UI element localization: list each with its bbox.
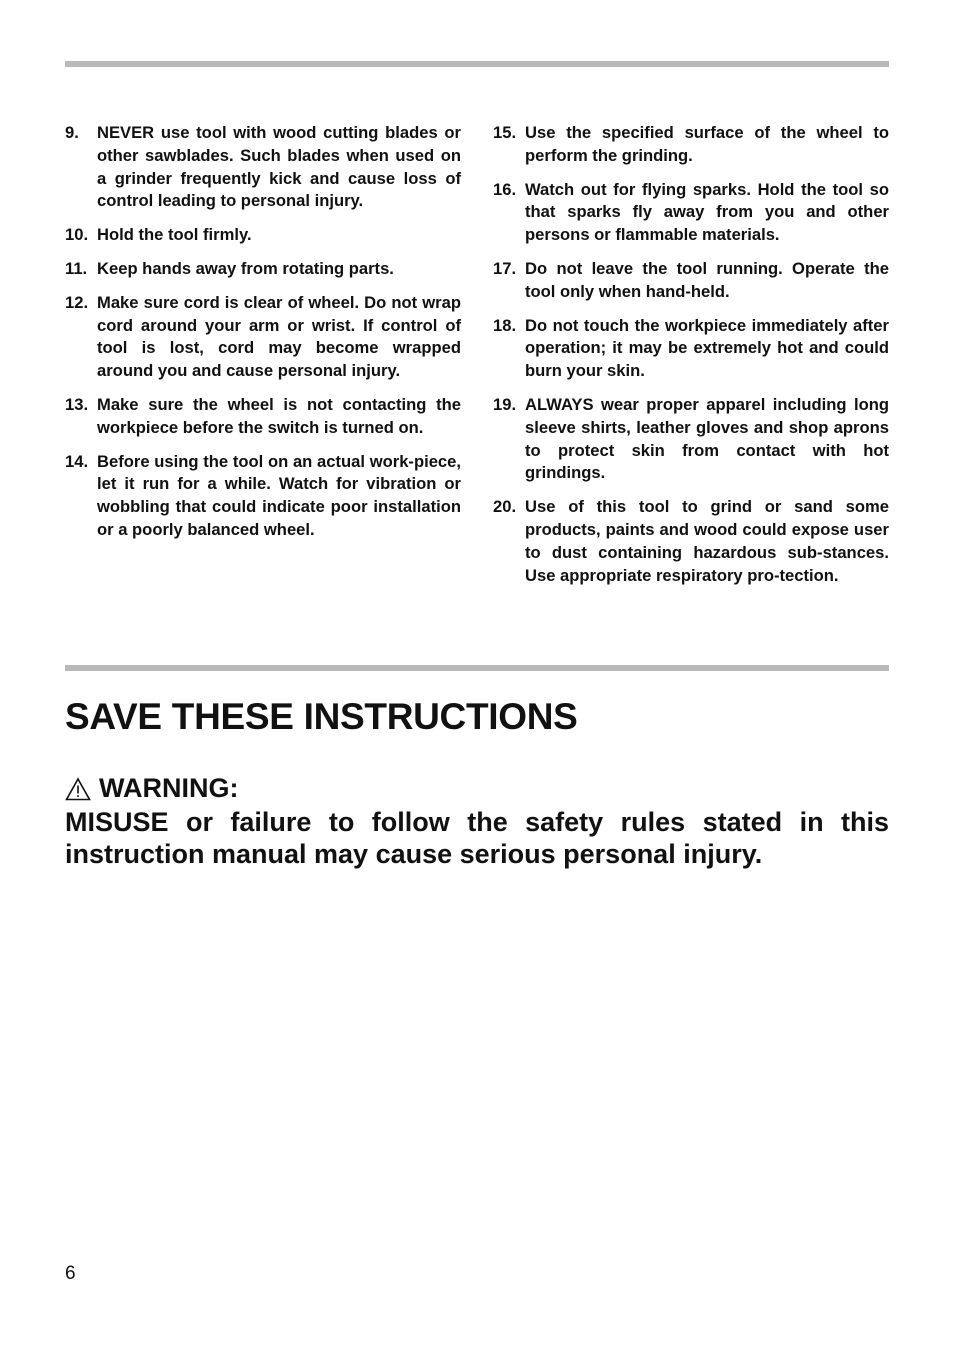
list-item [493, 258, 889, 304]
list-item [493, 179, 889, 247]
item-number: 16. [493, 179, 517, 199]
item-number: 12. [65, 292, 89, 312]
item-text: Make sure cord is clear of wheel. Do not wrap cord around your arm or wrist. If control of tool is lost, cord may become wrapped around you and cause personal injury. [97, 292, 461, 381]
list-item [493, 394, 889, 485]
item-text: ALWAYS wear proper apparel including long sleeve shirts, leather gloves and shop aprons to protect skin from contact with hot grindings. [525, 394, 889, 483]
item-text: Keep hands away from rotating parts. [97, 258, 394, 278]
item-text: Do not leave the tool running. Operate the tool only when hand-held. [525, 258, 889, 301]
item-number: 13. [65, 394, 89, 414]
item-number: 20. [493, 497, 517, 517]
item-text: NEVER use tool with wood cutting blades or other sawblades. Such blades when used on a grinder frequently kick and cause loss of control leading to personal injury. [97, 123, 461, 211]
list-item [65, 394, 461, 440]
save-instructions-heading: SAVE THESE INSTRUCTIONS [65, 696, 578, 737]
list-item [65, 258, 461, 281]
item-text: Use of this tool to grind or sand some products, paints and wood could expose user to dust containing hazardous sub-stances. Use appropriate respiratory pro-tection. [525, 497, 889, 585]
warning-label: WARNING: [99, 773, 239, 803]
warning-text: MISUSE or failure to follow the safety rules stated in this instruction manual may cause serious personal injury. [65, 807, 889, 869]
list-item [65, 292, 461, 383]
right-instruction-column [493, 122, 889, 598]
item-number: 19. [493, 394, 517, 414]
list-item [65, 122, 461, 213]
item-number: 15. [493, 123, 517, 142]
item-number: 11. [65, 258, 88, 278]
list-item [493, 315, 889, 383]
item-text: Watch out for flying sparks. Hold the tool so that sparks fly away from you and other persons or flammable materials. [525, 179, 889, 245]
left-instruction-column [65, 122, 461, 553]
section-divider [65, 665, 889, 671]
page-number: 6 [65, 1263, 76, 1284]
item-text: Before using the tool on an actual work-piece, let it run for a while. Watch for vibration or wobbling that could indicate poor installation or a poorly balanced wheel. [97, 451, 461, 539]
warning-block [65, 770, 889, 870]
list-item [65, 224, 461, 247]
warning-header [65, 770, 889, 806]
item-text: Make sure the wheel is not contacting the workpiece before the switch is turned on. [97, 394, 461, 437]
item-text: Hold the tool firmly. [97, 225, 252, 245]
item-number: 14. [65, 451, 89, 471]
item-number: 10. [65, 225, 89, 245]
top-divider [65, 61, 889, 67]
item-text: Do not touch the workpiece immediately after operation; it may be extremely hot and could burn your skin. [525, 315, 889, 381]
item-text: Use the specified surface of the wheel to perform the grinding. [525, 123, 889, 165]
item-number: 9. [65, 123, 79, 142]
item-number: 17. [493, 258, 517, 278]
list-item [493, 496, 889, 587]
list-item [493, 122, 889, 168]
warning-triangle-icon [65, 776, 91, 800]
item-number: 18. [493, 315, 517, 335]
list-item [65, 451, 461, 542]
